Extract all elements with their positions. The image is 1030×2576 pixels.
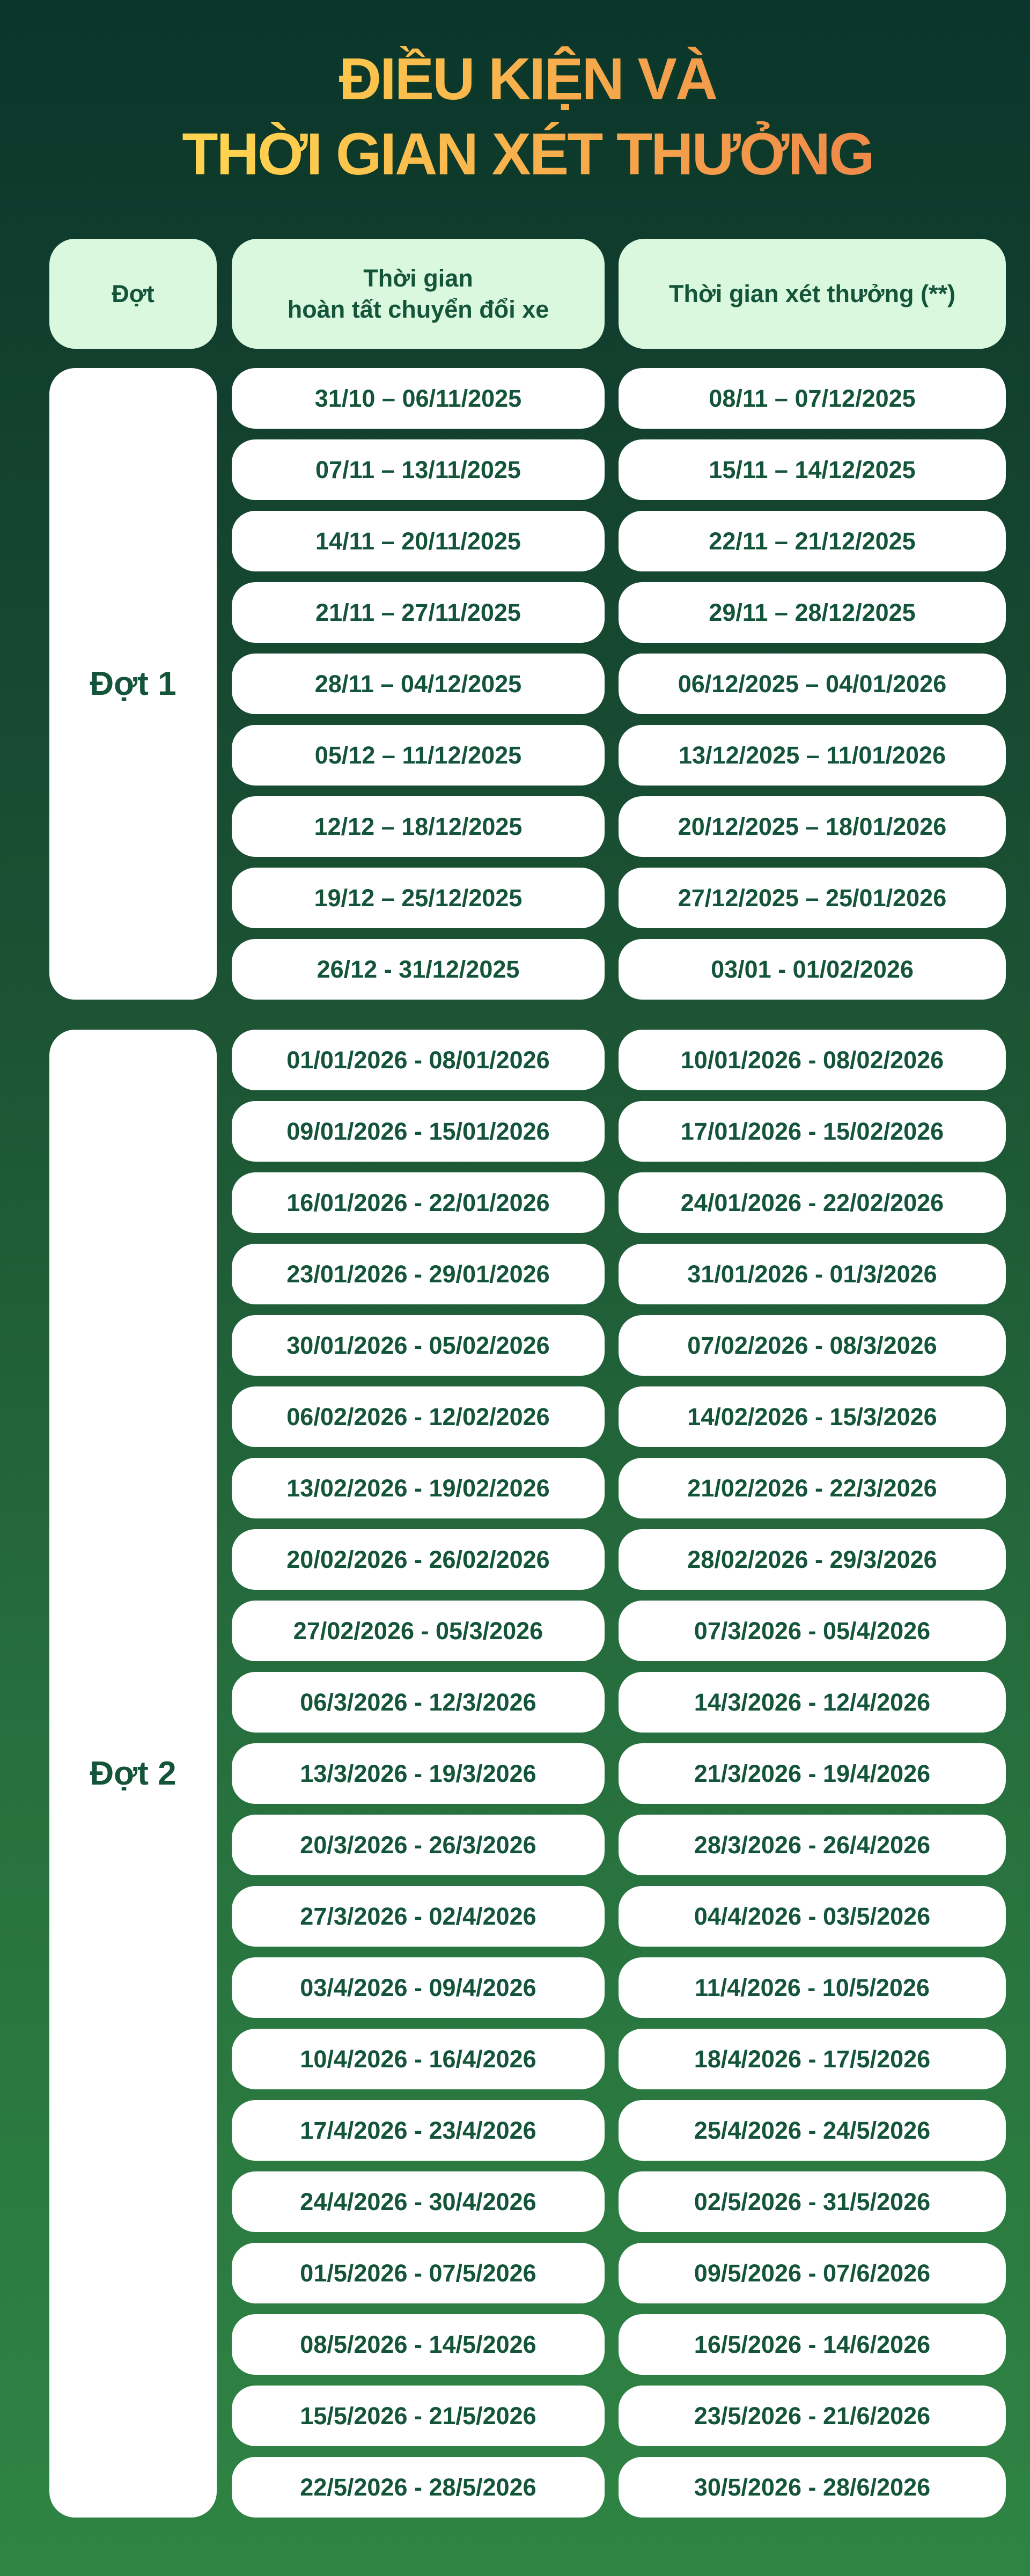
table-row xyxy=(232,2171,1006,2232)
table-row xyxy=(232,1957,1006,2018)
conversion-period-pill: 13/3/2026 - 19/3/2026 xyxy=(232,1743,605,1804)
review-period-pill: 29/11 – 28/12/2025 xyxy=(619,582,1006,643)
conversion-period-pill: 13/02/2026 - 19/02/2026 xyxy=(232,1458,605,1518)
table-row xyxy=(232,1101,1006,1162)
header-batch: Đợt xyxy=(49,239,217,349)
table-row xyxy=(232,2100,1006,2161)
review-period-pill: 23/5/2026 - 21/6/2026 xyxy=(619,2386,1006,2446)
batch-label: Đợt 1 xyxy=(49,368,217,1000)
table-body xyxy=(49,368,1006,2518)
review-period-pill: 28/02/2026 - 29/3/2026 xyxy=(619,1529,1006,1590)
table-row xyxy=(232,939,1006,1000)
conversion-period-pill: 26/12 - 31/12/2025 xyxy=(232,939,605,1000)
conversion-period-pill: 23/01/2026 - 29/01/2026 xyxy=(232,1244,605,1304)
table-row xyxy=(232,2029,1006,2089)
table-row xyxy=(232,1172,1006,1233)
page-title-line-2: THỜI GIAN XÉT THƯỞNG xyxy=(182,121,873,187)
conversion-period-pill: 01/01/2026 - 08/01/2026 xyxy=(232,1030,605,1090)
review-period-pill: 27/12/2025 – 25/01/2026 xyxy=(619,868,1006,928)
table-row xyxy=(232,1386,1006,1447)
review-period-pill: 13/12/2025 – 11/01/2026 xyxy=(619,725,1006,786)
conversion-period-pill: 01/5/2026 - 07/5/2026 xyxy=(232,2243,605,2303)
conversion-period-pill: 27/3/2026 - 02/4/2026 xyxy=(232,1886,605,1947)
review-period-pill: 04/4/2026 - 03/5/2026 xyxy=(619,1886,1006,1947)
conversion-period-pill: 06/02/2026 - 12/02/2026 xyxy=(232,1386,605,1447)
review-period-pill: 10/01/2026 - 08/02/2026 xyxy=(619,1030,1006,1090)
review-period-pill: 28/3/2026 - 26/4/2026 xyxy=(619,1815,1006,1875)
conversion-period-pill: 10/4/2026 - 16/4/2026 xyxy=(232,2029,605,2089)
header-conversion-time-text xyxy=(288,263,549,325)
table-row xyxy=(232,1030,1006,1090)
review-period-pill: 14/3/2026 - 12/4/2026 xyxy=(619,1672,1006,1733)
table-row xyxy=(232,2243,1006,2303)
conversion-period-pill: 07/11 – 13/11/2025 xyxy=(232,439,605,500)
table-row xyxy=(232,2386,1006,2446)
conversion-period-pill: 14/11 – 20/11/2025 xyxy=(232,511,605,571)
conversion-period-pill: 05/12 – 11/12/2025 xyxy=(232,725,605,786)
conversion-period-pill: 20/02/2026 - 26/02/2026 xyxy=(232,1529,605,1590)
review-period-pill: 18/4/2026 - 17/5/2026 xyxy=(619,2029,1006,2089)
review-period-pill: 15/11 – 14/12/2025 xyxy=(619,439,1006,500)
table-row xyxy=(232,368,1006,429)
table-row xyxy=(232,868,1006,928)
conversion-period-pill: 28/11 – 04/12/2025 xyxy=(232,654,605,714)
table-row xyxy=(232,1886,1006,1947)
table-row xyxy=(232,1672,1006,1733)
review-period-pill: 07/3/2026 - 05/4/2026 xyxy=(619,1601,1006,1661)
table-row xyxy=(232,1244,1006,1304)
batch-group-1 xyxy=(49,368,1006,1000)
review-period-pill: 07/02/2026 - 08/3/2026 xyxy=(619,1315,1006,1376)
conversion-period-pill: 15/5/2026 - 21/5/2026 xyxy=(232,2386,605,2446)
review-period-pill: 25/4/2026 - 24/5/2026 xyxy=(619,2100,1006,2161)
table-row xyxy=(232,1315,1006,1376)
table-row xyxy=(232,1601,1006,1661)
table-row xyxy=(232,796,1006,857)
review-period-pill: 30/5/2026 - 28/6/2026 xyxy=(619,2457,1006,2518)
conversion-period-pill: 03/4/2026 - 09/4/2026 xyxy=(232,1957,605,2018)
review-period-pill: 24/01/2026 - 22/02/2026 xyxy=(619,1172,1006,1233)
table-row xyxy=(232,725,1006,786)
header-conversion-time-line2: hoàn tất chuyển đổi xe xyxy=(287,295,549,323)
conversion-period-pill: 16/01/2026 - 22/01/2026 xyxy=(232,1172,605,1233)
conversion-period-pill: 22/5/2026 - 28/5/2026 xyxy=(232,2457,605,2518)
table-row xyxy=(232,654,1006,714)
review-period-pill: 02/5/2026 - 31/5/2026 xyxy=(619,2171,1006,2232)
review-period-pill: 31/01/2026 - 01/3/2026 xyxy=(619,1244,1006,1304)
table-row xyxy=(232,582,1006,643)
review-period-pill: 22/11 – 21/12/2025 xyxy=(619,511,1006,571)
conversion-period-pill: 27/02/2026 - 05/3/2026 xyxy=(232,1601,605,1661)
header-conversion-time xyxy=(232,239,605,349)
batch-label: Đợt 2 xyxy=(49,1030,217,2518)
page-title xyxy=(182,42,873,192)
conversion-period-pill: 17/4/2026 - 23/4/2026 xyxy=(232,2100,605,2161)
review-period-pill: 06/12/2025 – 04/01/2026 xyxy=(619,654,1006,714)
table-row xyxy=(232,1815,1006,1875)
review-period-pill: 08/11 – 07/12/2025 xyxy=(619,368,1006,429)
table-row xyxy=(232,511,1006,571)
review-period-pill: 17/01/2026 - 15/02/2026 xyxy=(619,1101,1006,1162)
conversion-period-pill: 31/10 – 06/11/2025 xyxy=(232,368,605,429)
batch-rows xyxy=(232,368,1006,1000)
review-period-pill: 03/01 - 01/02/2026 xyxy=(619,939,1006,1000)
batch-group-2 xyxy=(49,1030,1006,2518)
conversion-period-pill: 12/12 – 18/12/2025 xyxy=(232,796,605,857)
conversion-period-pill: 08/5/2026 - 14/5/2026 xyxy=(232,2314,605,2375)
review-period-pill: 16/5/2026 - 14/6/2026 xyxy=(619,2314,1006,2375)
page-title-line-1: ĐIỀU KIỆN VÀ xyxy=(339,46,717,112)
conversion-period-pill: 19/12 – 25/12/2025 xyxy=(232,868,605,928)
table-row xyxy=(232,1529,1006,1590)
review-period-pill: 14/02/2026 - 15/3/2026 xyxy=(619,1386,1006,1447)
table-row xyxy=(232,1743,1006,1804)
conversion-period-pill: 20/3/2026 - 26/3/2026 xyxy=(232,1815,605,1875)
header-conversion-time-line1: Thời gian xyxy=(363,265,473,292)
conversion-period-pill: 24/4/2026 - 30/4/2026 xyxy=(232,2171,605,2232)
conversion-period-pill: 06/3/2026 - 12/3/2026 xyxy=(232,1672,605,1733)
conversion-period-pill: 30/01/2026 - 05/02/2026 xyxy=(232,1315,605,1376)
header-review-time: Thời gian xét thưởng (**) xyxy=(619,239,1006,349)
review-period-pill: 21/02/2026 - 22/3/2026 xyxy=(619,1458,1006,1518)
table-row xyxy=(232,2314,1006,2375)
table-row xyxy=(232,439,1006,500)
conversion-period-pill: 21/11 – 27/11/2025 xyxy=(232,582,605,643)
review-period-pill: 20/12/2025 – 18/01/2026 xyxy=(619,796,1006,857)
review-period-pill: 11/4/2026 - 10/5/2026 xyxy=(619,1957,1006,2018)
batch-rows xyxy=(232,1030,1006,2518)
table-row xyxy=(232,2457,1006,2518)
review-period-pill: 09/5/2026 - 07/6/2026 xyxy=(619,2243,1006,2303)
review-period-pill: 21/3/2026 - 19/4/2026 xyxy=(619,1743,1006,1804)
conversion-period-pill: 09/01/2026 - 15/01/2026 xyxy=(232,1101,605,1162)
table-row xyxy=(232,1458,1006,1518)
table-header xyxy=(49,239,1006,349)
